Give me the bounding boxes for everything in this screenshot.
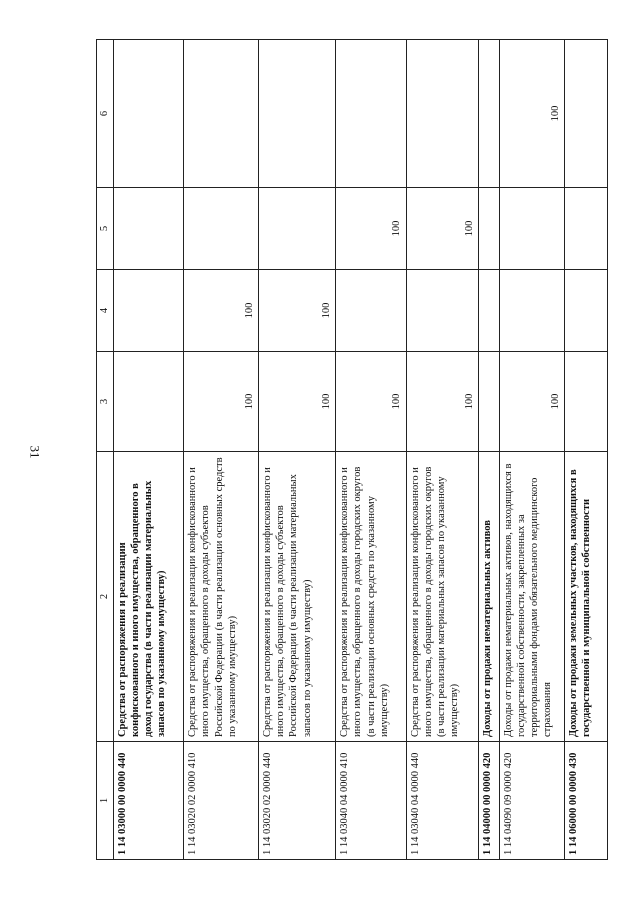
value-cell [499, 270, 564, 352]
value-cell [336, 40, 406, 188]
value-cell [564, 188, 607, 270]
header-cell: 5 [97, 188, 114, 270]
code-cell: 1 14 03000 00 0000 440 [114, 742, 184, 860]
value-cell [479, 188, 500, 270]
code-cell: 1 14 03020 02 0000 410 [184, 742, 259, 860]
table-row [336, 40, 406, 860]
table-row [259, 40, 336, 860]
name-cell: Доходы от продажи нематериальных активов [479, 452, 500, 742]
value-cell: 100 [499, 40, 564, 188]
code-cell: 1 14 04000 00 0000 420 [479, 742, 500, 860]
value-cell [114, 188, 184, 270]
value-cell [259, 188, 336, 270]
value-cell [479, 40, 500, 188]
table-row [184, 40, 259, 860]
name-cell: Средства от распоряжения и реализации конфискованного и иного имущества, обращенного в доход государства (в части реализации материальных запасов по указанному имуществу) [114, 452, 184, 742]
table-row [479, 40, 500, 860]
header-cell: 1 [97, 742, 114, 860]
name-cell: Средства от распоряжения и реализации конфискованного и иного имущества, обращенного в доходы субъектов Российской Федерации (в части реализации материальных запасов по указанному имуществу) [259, 452, 336, 742]
name-cell: Средства от распоряжения и реализации конфискованного и иного имущества, обращенного в доходы городских округов (в части реализации материальных запасов по указанному имуществу) [406, 452, 479, 742]
name-cell: Доходы от продажи земельных участков, находящихся в государственной и муниципальной собственности [564, 452, 607, 742]
value-cell: 100 [336, 188, 406, 270]
value-cell: 100 [259, 270, 336, 352]
header-cell: 3 [97, 352, 114, 452]
value-cell [114, 352, 184, 452]
value-cell [406, 40, 479, 188]
name-cell: Средства от распоряжения и реализации конфискованного и иного имущества, обращенного в доходы субъектов Российской Федерации (в части реализации основных средств по указанному имуществу) [184, 452, 259, 742]
table-row [406, 40, 479, 860]
header-cell: 6 [97, 40, 114, 188]
value-cell [336, 270, 406, 352]
budget-table [96, 39, 608, 860]
value-cell: 100 [406, 188, 479, 270]
value-cell [564, 352, 607, 452]
value-cell [114, 40, 184, 188]
name-cell: Доходы от продажи нематериальных активов, находящихся в государственной собственности, закрепленных за территориальными фондами обязательного медицинского страхования [499, 452, 564, 742]
code-cell: 1 14 03040 04 0000 410 [336, 742, 406, 860]
value-cell [564, 40, 607, 188]
code-cell: 1 14 03020 02 0000 440 [259, 742, 336, 860]
name-cell: Средства от распоряжения и реализации конфискованного и иного имущества, обращенного в доходы городских округов (в части реализации основных средств по указанному имуществу) [336, 452, 406, 742]
code-cell: 1 14 06000 00 0000 430 [564, 742, 607, 860]
code-cell: 1 14 03040 04 0000 440 [406, 742, 479, 860]
value-cell: 100 [184, 270, 259, 352]
header-cell: 2 [97, 452, 114, 742]
value-cell: 100 [184, 352, 259, 452]
value-cell [259, 40, 336, 188]
value-cell: 100 [259, 352, 336, 452]
value-cell: 100 [499, 352, 564, 452]
value-cell [499, 188, 564, 270]
table-row [499, 40, 564, 860]
table-row [114, 40, 184, 860]
value-cell [564, 270, 607, 352]
value-cell [406, 270, 479, 352]
value-cell [479, 352, 500, 452]
page-number: 31 [27, 445, 43, 459]
code-cell: 1 14 04090 09 0000 420 [499, 742, 564, 860]
value-cell [184, 188, 259, 270]
header-cell: 4 [97, 270, 114, 352]
rotated-table-wrapper [96, 40, 608, 860]
header-row [97, 40, 114, 860]
value-cell [114, 270, 184, 352]
value-cell: 100 [406, 352, 479, 452]
value-cell: 100 [336, 352, 406, 452]
table-row [564, 40, 607, 860]
value-cell [479, 270, 500, 352]
value-cell [184, 40, 259, 188]
